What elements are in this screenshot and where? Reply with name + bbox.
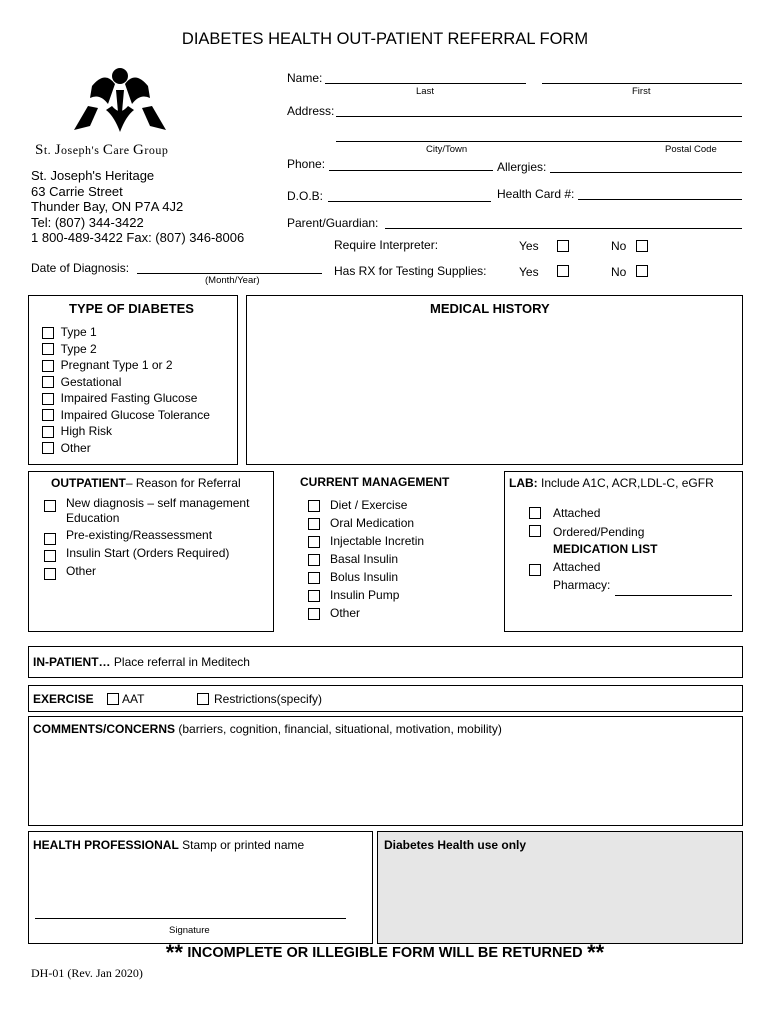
signature-label: Signature bbox=[169, 925, 210, 936]
lab-title: LAB: Include A1C, ACR,LDL-C, eGFR bbox=[509, 476, 714, 490]
management-checkbox[interactable] bbox=[308, 554, 320, 566]
rx-no-label: No bbox=[611, 265, 627, 279]
lab-attached-label: Attached bbox=[553, 506, 601, 520]
health-professional-title: HEALTH PROFESSIONAL Stamp or printed name bbox=[33, 838, 305, 852]
allergies-field[interactable] bbox=[550, 172, 742, 173]
address-line2-field[interactable] bbox=[336, 141, 742, 142]
new-diagnosis-label: New diagnosis – self management Education bbox=[66, 496, 250, 525]
inpatient-box bbox=[28, 646, 743, 678]
health-professional-box[interactable] bbox=[28, 831, 373, 944]
type-of-diabetes-box bbox=[28, 295, 238, 465]
medication-attached-label: Attached bbox=[553, 560, 601, 574]
pre-existing-label: Pre-existing/Reassessment bbox=[66, 528, 213, 542]
diabetes-type-item[interactable]: Type 1 bbox=[42, 324, 210, 341]
org-address-line: Thunder Bay, ON P7A 4J2 bbox=[31, 199, 184, 214]
rx-yes-label: Yes bbox=[519, 265, 539, 279]
diabetes-type-item[interactable]: High Risk bbox=[42, 423, 210, 440]
rx-yes-checkbox[interactable] bbox=[557, 265, 569, 277]
management-checkbox[interactable] bbox=[308, 572, 320, 584]
medical-history-title: MEDICAL HISTORY bbox=[430, 301, 550, 316]
diabetes-type-checkbox[interactable] bbox=[42, 327, 54, 339]
diabetes-type-checkbox[interactable] bbox=[42, 376, 54, 388]
current-management-title: CURRENT MANAGEMENT bbox=[300, 475, 450, 489]
management-checkbox[interactable] bbox=[308, 500, 320, 512]
diabetes-type-item[interactable]: Gestational bbox=[42, 374, 210, 391]
interpreter-yes-checkbox[interactable] bbox=[557, 240, 569, 252]
health-card-label: Health Card #: bbox=[497, 187, 575, 201]
phone-label: Phone: bbox=[287, 157, 326, 171]
diabetes-type-item[interactable]: Pregnant Type 1 or 2 bbox=[42, 357, 210, 374]
management-checkbox[interactable] bbox=[308, 536, 320, 548]
org-address-line: Tel: (807) 344-3422 bbox=[31, 214, 144, 230]
management-item[interactable]: Injectable Incretin bbox=[308, 532, 424, 550]
management-item[interactable]: Insulin Pump bbox=[308, 586, 424, 604]
diagnosis-date-field[interactable] bbox=[137, 273, 322, 274]
management-checkbox[interactable] bbox=[308, 608, 320, 620]
star-icon: ** bbox=[165, 940, 183, 965]
org-logo-name: St. Joseph's Care Group bbox=[35, 142, 169, 158]
city-label: City/Town bbox=[426, 144, 468, 155]
management-item[interactable]: Diet / Exercise bbox=[308, 496, 424, 514]
diabetes-type-item[interactable]: Impaired Fasting Glucose bbox=[42, 390, 210, 407]
signature-field[interactable] bbox=[35, 918, 346, 919]
pharmacy-field[interactable] bbox=[615, 595, 732, 596]
exercise-title: EXERCISE bbox=[33, 692, 94, 706]
new-diagnosis-checkbox[interactable] bbox=[44, 500, 56, 512]
management-item[interactable]: Basal Insulin bbox=[308, 550, 424, 568]
management-checkbox[interactable] bbox=[308, 518, 320, 530]
restrictions-checkbox[interactable] bbox=[197, 693, 209, 705]
diabetes-use-only-box bbox=[377, 831, 743, 944]
diabetes-type-item[interactable]: Type 2 bbox=[42, 341, 210, 358]
aat-label: AAT bbox=[122, 692, 145, 706]
address-field[interactable] bbox=[336, 116, 742, 117]
insulin-start-label: Insulin Start (Orders Required) bbox=[66, 546, 230, 560]
comments-title: COMMENTS/CONCERNS (barriers, cognition, financial, situational, motivation, mobility) bbox=[33, 722, 502, 736]
pharmacy-label: Pharmacy: bbox=[553, 578, 611, 592]
management-item[interactable]: Bolus Insulin bbox=[308, 568, 424, 586]
name-last-field[interactable] bbox=[325, 83, 526, 84]
restrictions-label: Restrictions(specify) bbox=[214, 692, 323, 706]
address-label: Address: bbox=[287, 104, 335, 118]
diabetes-type-checkbox[interactable] bbox=[42, 409, 54, 421]
footer-warning bbox=[0, 940, 770, 966]
aat-checkbox[interactable] bbox=[107, 693, 119, 705]
interpreter-no-label: No bbox=[611, 239, 627, 253]
outpatient-other-checkbox[interactable] bbox=[44, 568, 56, 580]
org-address bbox=[31, 168, 244, 246]
org-address-line: 1 800-489-3422 Fax: (807) 346-8006 bbox=[31, 230, 245, 245]
form-code: DH-01 (Rev. Jan 2020) bbox=[31, 966, 143, 980]
form-title: DIABETES HEALTH OUT-PATIENT REFERRAL FORM bbox=[181, 30, 589, 48]
lab-ordered-checkbox[interactable] bbox=[529, 525, 541, 537]
lab-box bbox=[504, 471, 743, 632]
diabetes-type-checkbox[interactable] bbox=[42, 393, 54, 405]
name-first-field[interactable] bbox=[542, 83, 742, 84]
comments-box[interactable] bbox=[28, 716, 743, 826]
diagnosis-label: Date of Diagnosis: bbox=[31, 261, 130, 275]
lab-ordered-label: Ordered/Pending bbox=[553, 525, 645, 539]
exercise-box bbox=[28, 685, 743, 712]
inpatient-text: IN-PATIENT… Place referral in Meditech bbox=[33, 655, 250, 669]
diabetes-type-checkbox[interactable] bbox=[42, 426, 54, 438]
health-card-field[interactable] bbox=[578, 199, 742, 200]
diabetes-use-only-title: Diabetes Health use only bbox=[384, 838, 527, 852]
phone-field[interactable] bbox=[329, 170, 493, 171]
rx-no-checkbox[interactable] bbox=[636, 265, 648, 277]
outpatient-title: OUTPATIENT– Reason for Referral bbox=[51, 476, 241, 490]
medication-attached-checkbox[interactable] bbox=[529, 564, 541, 576]
type-of-diabetes-title: TYPE OF DIABETES bbox=[69, 301, 194, 316]
first-label: First bbox=[632, 86, 651, 97]
current-management-list bbox=[308, 496, 424, 622]
management-checkbox[interactable] bbox=[308, 590, 320, 602]
diabetes-type-checkbox[interactable] bbox=[42, 360, 54, 372]
dob-field[interactable] bbox=[328, 201, 491, 202]
lab-attached-checkbox[interactable] bbox=[529, 507, 541, 519]
interpreter-yes-label: Yes bbox=[519, 239, 539, 253]
outpatient-other-label: Other bbox=[66, 564, 97, 578]
month-year-label: (Month/Year) bbox=[205, 275, 260, 286]
outpatient-box bbox=[28, 471, 274, 632]
pre-existing-checkbox[interactable] bbox=[44, 533, 56, 545]
medication-list-title: MEDICATION LIST bbox=[553, 542, 658, 556]
guardian-label: Parent/Guardian: bbox=[287, 216, 379, 230]
interpreter-no-checkbox[interactable] bbox=[636, 240, 648, 252]
interpreter-label: Require Interpreter: bbox=[334, 238, 439, 252]
diabetes-type-checkbox[interactable] bbox=[42, 343, 54, 355]
star-icon: ** bbox=[587, 940, 605, 965]
dob-label: D.O.B: bbox=[287, 189, 324, 203]
name-label: Name: bbox=[287, 71, 323, 85]
footer-warning-text: INCOMPLETE OR ILLEGIBLE FORM WILL BE RETURNED bbox=[187, 945, 583, 961]
org-address-line: 63 Carrie Street bbox=[31, 183, 123, 199]
insulin-start-checkbox[interactable] bbox=[44, 550, 56, 562]
type-of-diabetes-list bbox=[42, 324, 210, 456]
medical-history-box[interactable] bbox=[246, 295, 743, 465]
postal-label: Postal Code bbox=[665, 144, 717, 155]
org-address-line: St. Joseph's Heritage bbox=[31, 168, 155, 183]
diabetes-type-item[interactable]: Other bbox=[42, 440, 210, 457]
last-label: Last bbox=[416, 86, 434, 97]
management-item[interactable]: Oral Medication bbox=[308, 514, 424, 532]
rx-label: Has RX for Testing Supplies: bbox=[334, 264, 487, 278]
management-item[interactable]: Other bbox=[308, 604, 424, 622]
st-josephs-logo-icon bbox=[70, 60, 170, 135]
guardian-field[interactable] bbox=[385, 228, 742, 229]
diabetes-type-item[interactable]: Impaired Glucose Tolerance bbox=[42, 407, 210, 424]
allergies-label: Allergies: bbox=[497, 160, 547, 174]
diabetes-type-checkbox[interactable] bbox=[42, 442, 54, 454]
